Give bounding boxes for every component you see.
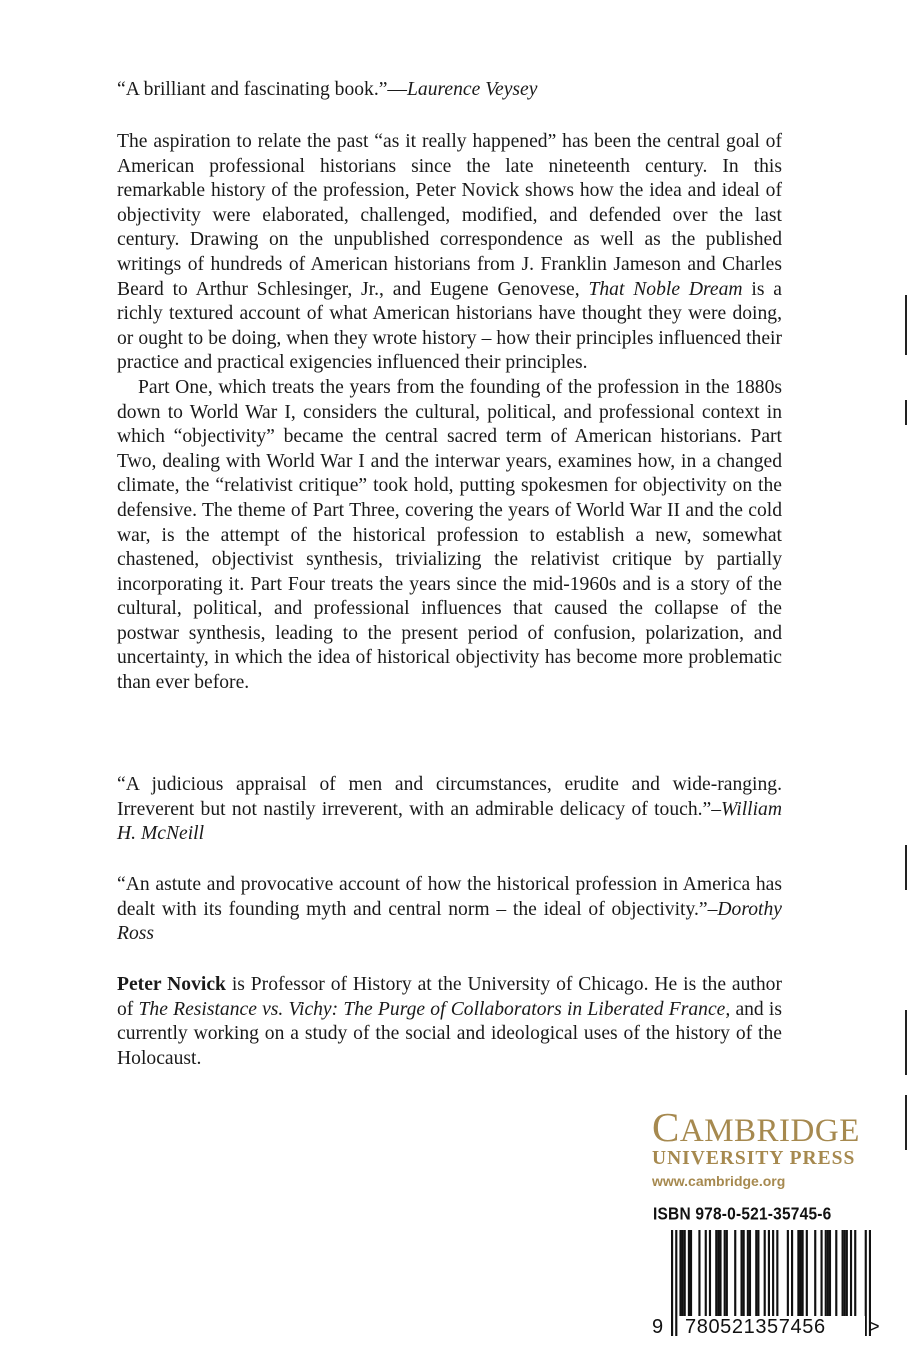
quote-mcneill xyxy=(117,773,782,847)
barcode-bar xyxy=(726,1230,728,1316)
barcode-bar xyxy=(791,1230,793,1316)
barcode-bar xyxy=(844,1230,846,1316)
barcode-bar xyxy=(679,1230,681,1316)
barcode-bar xyxy=(825,1230,827,1316)
author-name: Peter Novick xyxy=(117,974,226,995)
barcode-bar xyxy=(690,1230,692,1316)
quote-text: “A judicious appraisal of men and circumstances, erudite and wide-ranging. Irreverent but not nastily irreverent, with an admirable delicacy of touch.”– xyxy=(117,774,782,820)
barcode-bar xyxy=(846,1230,848,1316)
barcode-bar xyxy=(850,1230,852,1316)
barcode-bar xyxy=(802,1230,804,1316)
barcode-bar xyxy=(719,1230,721,1316)
barcode-bar xyxy=(842,1230,844,1316)
barcode-bar xyxy=(747,1230,749,1316)
book-title: That Noble Dream xyxy=(588,278,743,300)
barcode-bar xyxy=(827,1230,829,1316)
publisher-name xyxy=(652,1104,887,1150)
barcode-bar xyxy=(776,1230,778,1316)
description-paragraph-2: Part One, which treats the years from the founding of the profession in the 1880s down to World War I, considers the cultural, political, and professional context in which “objectivity” became the central sacred term of American historians. Part Two, dealing with World War I and the interwar years, examines how, in a changed climate, the “relativist critique” took hold, putting spokesmen for objectivity on the defensive. The theme of Part Three, covering the years of World War II and the cold war, is the attempt of the historical profession to establish a new, somewhat chastened, objectivist synthesis, trivializing the relativist critique by partially incorporating it. Part Four treats the years since the mid-1960s and is a story of the cultural, political, and professional influences that caused the collapse of the postwar synthesis, leading to the present period of confusion, polarization, and uncertainty, in which the idea of historical objectivity has become more problematic than ever before. xyxy=(117,376,782,694)
barcode-bar xyxy=(749,1230,751,1316)
barcode-bar xyxy=(820,1230,822,1316)
barcode-bar xyxy=(715,1230,717,1316)
barcode-bar xyxy=(740,1230,742,1316)
barcode-bar xyxy=(764,1230,766,1316)
barcode-end-mark: > xyxy=(868,1316,880,1338)
barcode-bar xyxy=(717,1230,719,1316)
quote-author: Dorothy Ross xyxy=(117,898,782,945)
barcode-bar xyxy=(671,1230,673,1336)
quote-author: William H. McNeill xyxy=(117,798,782,845)
publisher-logo xyxy=(652,1104,887,1192)
barcode-bar xyxy=(799,1230,801,1316)
barcode-bar xyxy=(675,1230,677,1336)
barcode-bar xyxy=(688,1230,690,1316)
quote-veysey xyxy=(117,78,782,103)
barcode-bar xyxy=(734,1230,736,1316)
barcode-digits: 780521357456 xyxy=(683,1316,865,1339)
description-text: The aspiration to relate the past “as it really happened” has been the central goal of American professional historians since the late nineteenth century. In this remarkable history of the profession, Peter Novick shows how the idea and ideal of objectivity were elaborated, challenged, modified, and defended over the last century. Drawing on the unpublished correspondence as well as the published writings of hundreds of American historians from J. Franklin Jameson and Charles Beard to Arthur Schlesinger, Jr., and Eugene Genovese, xyxy=(117,131,782,300)
bio-text: and is currently working on a study of the social and ideological uses of the history of the Holocaust. xyxy=(117,998,782,1069)
publisher-name-initial: C xyxy=(652,1104,680,1150)
quote-text: “A brilliant and fascinating book.”— xyxy=(117,79,408,100)
publisher-subtitle: UNIVERSITY PRESS xyxy=(652,1148,856,1169)
barcode-bar xyxy=(698,1230,700,1316)
barcode-bar xyxy=(705,1230,707,1316)
barcode-bar xyxy=(814,1230,816,1316)
author-bio xyxy=(117,973,782,1071)
description-text: is a richly textured account of what American historians have thought they were doing, or ought to be doing, when they wrote history – how their principles influenced their practice and practical exigencies influenced their principles. xyxy=(117,278,782,374)
barcode-bar xyxy=(682,1230,684,1316)
barcode-bar xyxy=(835,1230,837,1316)
bio-text: is Professor of History at the University of Chicago. He is the author of xyxy=(117,974,782,1020)
barcode-bar xyxy=(757,1230,759,1316)
author-book-title: The Resistance vs. Vichy: The Purge of Collaborators in Liberated France, xyxy=(138,998,731,1020)
barcode-bar xyxy=(684,1230,686,1316)
barcode-first-digit: 9 xyxy=(652,1316,664,1338)
barcode-bar xyxy=(797,1230,799,1316)
barcode-bar xyxy=(709,1230,711,1316)
barcode-bar xyxy=(724,1230,726,1316)
publisher-name-rest: AMBRIDGE xyxy=(679,1113,860,1149)
barcode-bar xyxy=(755,1230,757,1316)
barcode-bar xyxy=(865,1230,867,1336)
isbn-label: ISBN 978-0-521-35745-6 xyxy=(653,1205,832,1225)
barcode-bar xyxy=(787,1230,789,1316)
barcode-bar xyxy=(806,1230,808,1316)
barcode-bar xyxy=(854,1230,856,1316)
quote-author: Laurence Veysey xyxy=(407,79,538,100)
quote-text: “An astute and provocative account of how the historical profession in America has dealt with its founding myth and central norm – the ideal of objectivity.”– xyxy=(117,874,782,920)
description-paragraph-1 xyxy=(117,130,782,376)
description xyxy=(117,130,782,696)
barcode-bar xyxy=(829,1230,831,1316)
barcode-bar xyxy=(743,1230,745,1316)
quote-ross xyxy=(117,873,782,947)
publisher-url: www.cambridge.org xyxy=(652,1173,786,1189)
